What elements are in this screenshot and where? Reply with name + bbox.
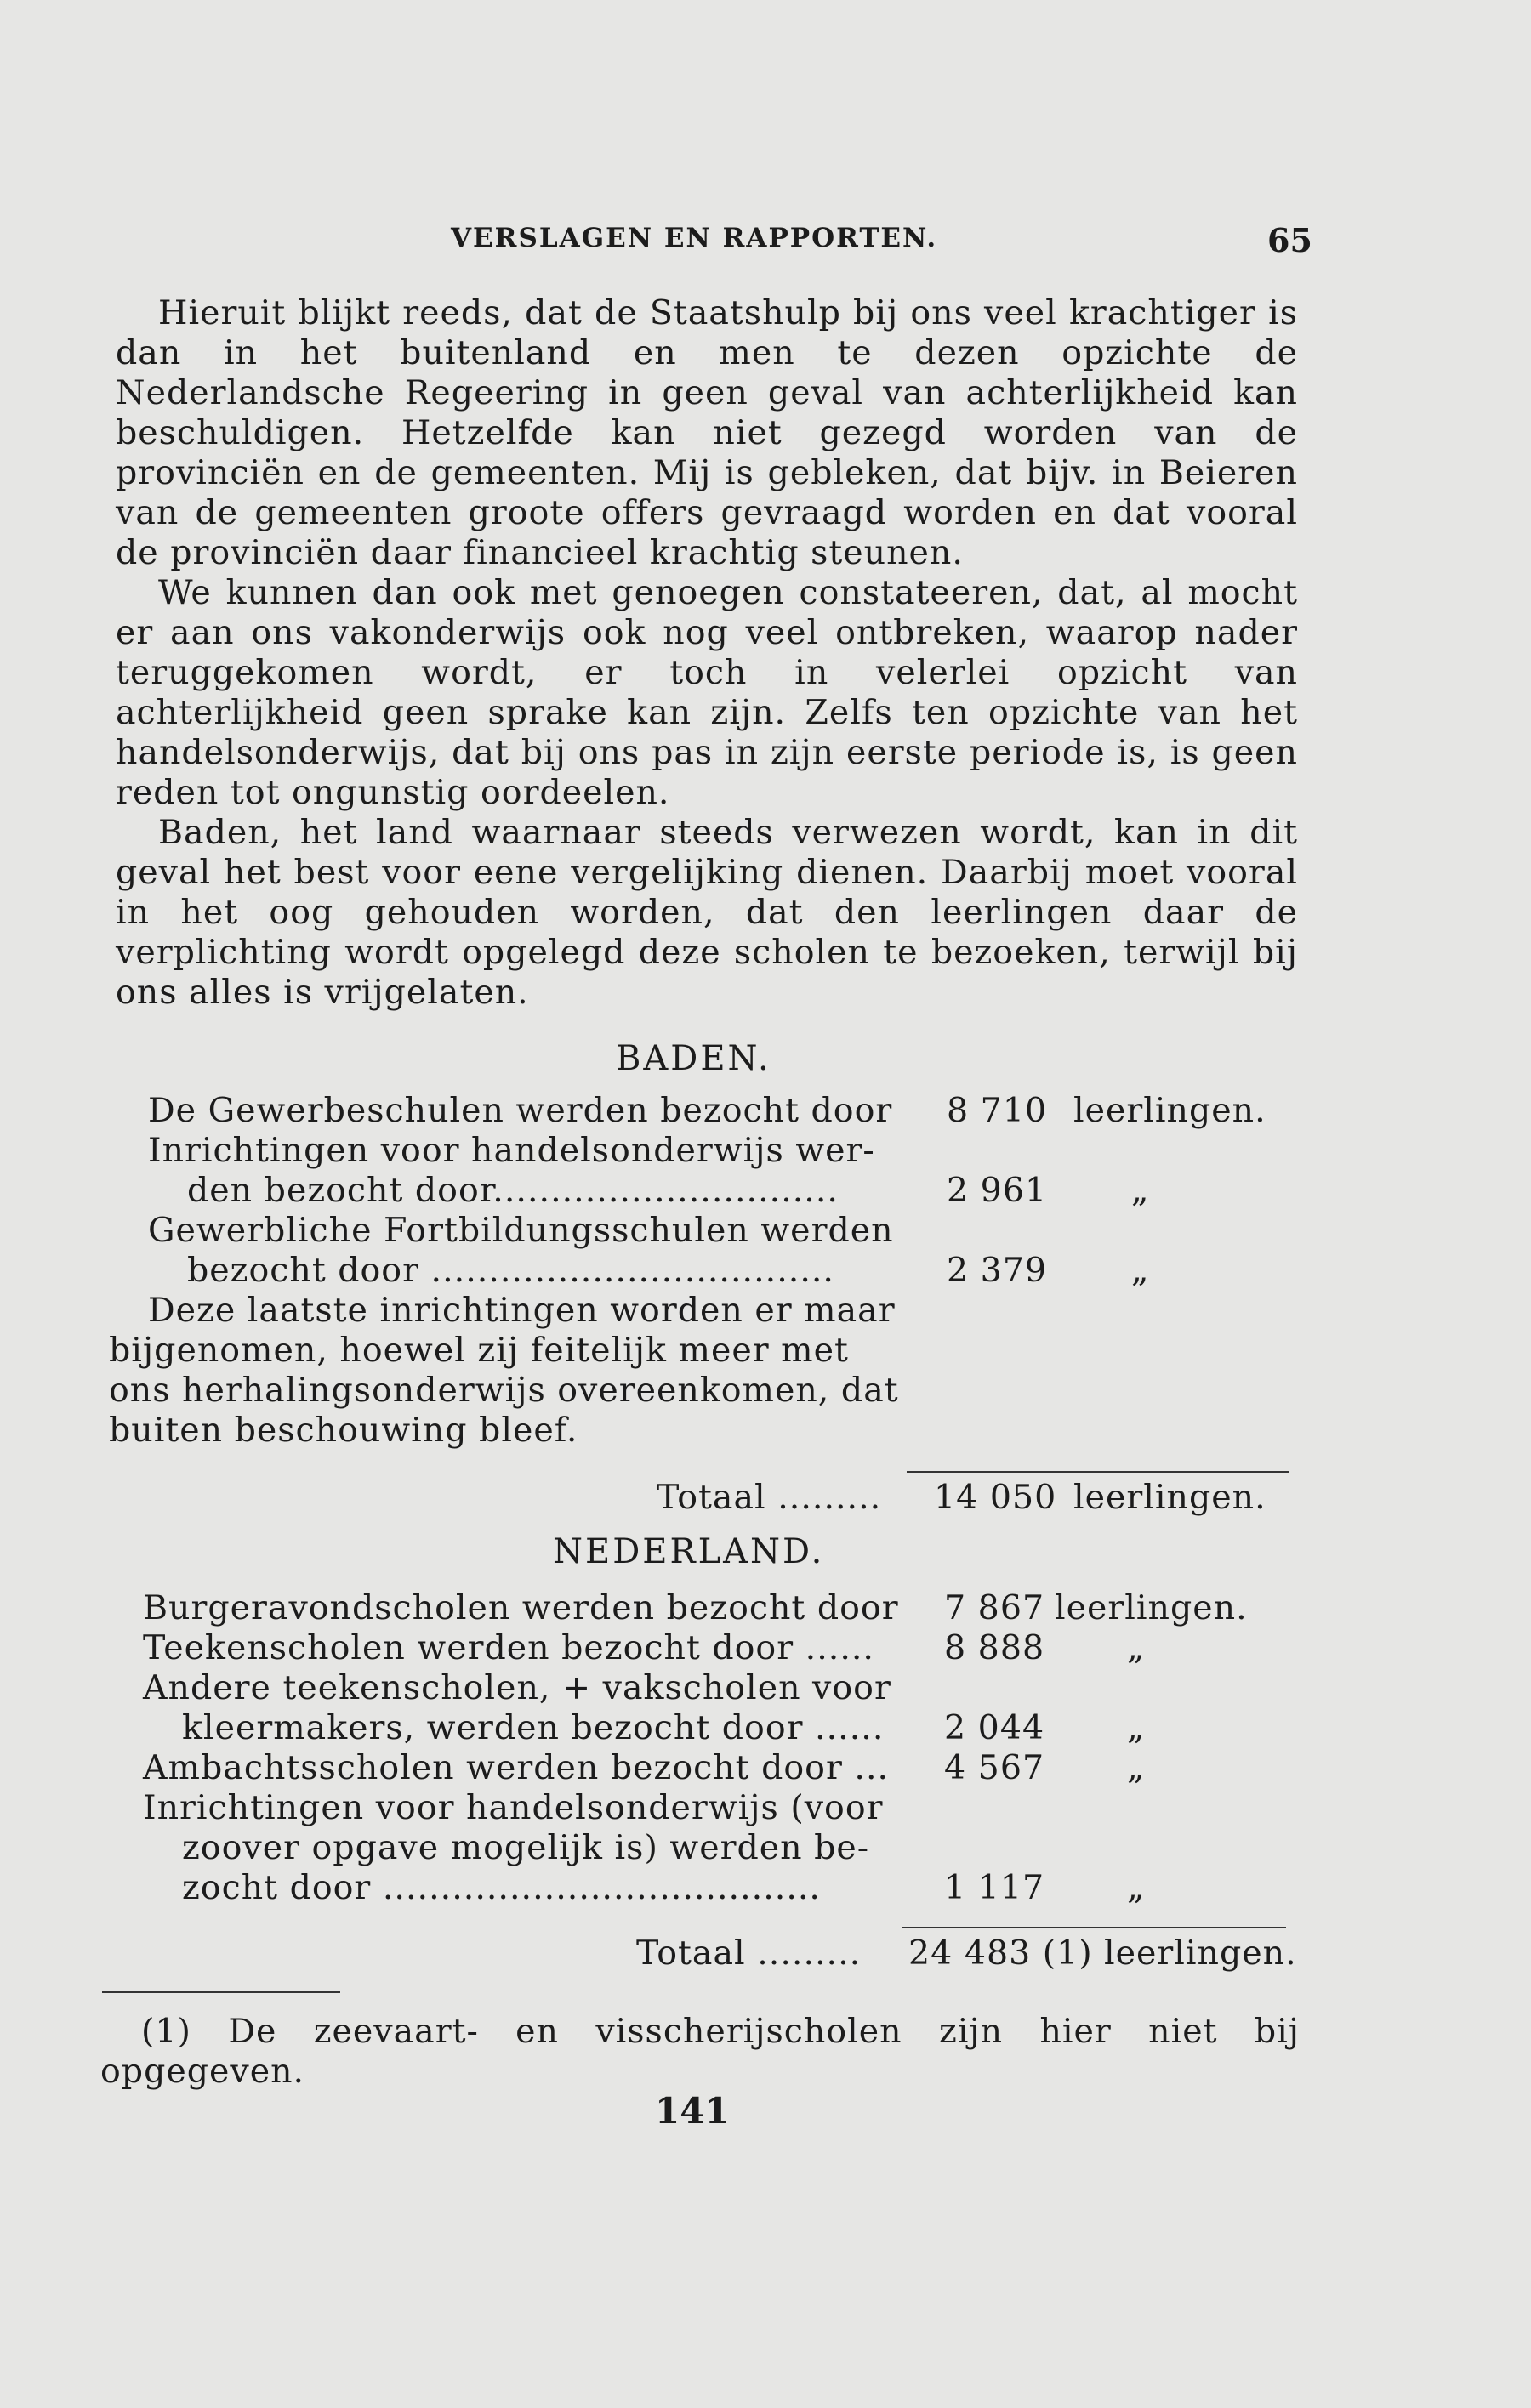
nederland-row-label: zocht door ...................................... — [182, 1868, 821, 1907]
nederland-row-value: 7 867 — [944, 1588, 1045, 1627]
baden-row-unit: „ — [1131, 1251, 1150, 1290]
nederland-row-unit: leerlingen. — [1055, 1588, 1248, 1627]
nederland-row-label: zoover opgave mogelijk is) werden be- — [182, 1828, 870, 1867]
baden-row-label: De Gewerbeschulen werden bezocht door — [148, 1091, 893, 1130]
baden-row-label: Inrichtingen voor handelsonderwijs wer- — [148, 1131, 875, 1170]
nederland-row-unit: „ — [1127, 1868, 1146, 1907]
nederland-row-label: Inrichtingen voor handelsonderwijs (voor — [143, 1788, 884, 1827]
nederland-row-value: 8 888 — [944, 1628, 1045, 1667]
nederland-total-value: 24 483 (1) — [908, 1934, 1093, 1973]
body-paragraphs — [116, 293, 1298, 1013]
baden-note-line: bijgenomen, hoewel zij feitelijk meer met — [109, 1331, 849, 1370]
baden-row-label: den bezocht door.............................. — [187, 1171, 839, 1210]
nederland-row-unit: „ — [1127, 1748, 1146, 1787]
running-header — [451, 221, 1312, 259]
nederland-row-label: Teekenscholen werden bezocht door ...... — [143, 1628, 874, 1667]
nederland-row-label: Burgeravondscholen werden bezocht door — [143, 1588, 899, 1627]
section-title-baden: BADEN. — [616, 1039, 771, 1078]
total-rule — [907, 1471, 1289, 1473]
baden-total-label: Totaal ......... — [657, 1478, 882, 1517]
header-title: VERSLAGEN EN RAPPORTEN. — [451, 223, 938, 253]
baden-row-label: bezocht door ................................... — [187, 1251, 834, 1290]
nederland-row-label: kleermakers, werden bezocht door ...... — [182, 1708, 885, 1747]
baden-row-unit: „ — [1131, 1171, 1150, 1210]
nederland-row-unit: „ — [1127, 1628, 1146, 1667]
section-title-nederland: NEDERLAND. — [553, 1532, 825, 1571]
baden-row-unit: leerlingen. — [1073, 1091, 1266, 1130]
nederland-row-label: Ambachtsscholen werden bezocht door ... — [143, 1748, 890, 1787]
baden-row-value: 8 710 — [947, 1091, 1048, 1130]
baden-row-label: Gewerbliche Fortbildungsschulen werden — [148, 1211, 894, 1250]
nederland-row-label: Andere teekenscholen, + vakscholen voor — [143, 1668, 891, 1707]
baden-note-line: buiten beschouwing bleef. — [109, 1411, 578, 1450]
footnote: (1) De zeevaart- en visscherijscholen zijn hier niet bij opgegeven. — [100, 2012, 1300, 2091]
baden-total-unit: leerlingen. — [1073, 1478, 1266, 1517]
baden-total-value: 14 050 — [934, 1478, 1057, 1517]
page-number: 65 — [1267, 221, 1312, 259]
baden-note-line: Deze laatste inrichtingen worden er maar — [148, 1291, 896, 1330]
baden-note-line: ons herhalingsonderwijs overeenkomen, dat — [109, 1371, 899, 1410]
baden-row-value: 2 961 — [947, 1171, 1048, 1210]
folio-number: 141 — [655, 2090, 730, 2132]
paragraph: We kunnen dan ook met genoegen constateeren, dat, al mocht er aan ons vakonderwijs ook nog veel ontbreken, waarop nader teruggekomen wordt, er toch in velerlei opzicht van achterlijkheid geen sprake kan zijn. Zelfs ten opzichte van het handelsonderwijs, dat bij ons pas in zijn eerste periode is, is geen reden tot ongunstig oordeelen. — [116, 573, 1298, 812]
paragraph: Baden, het land waarnaar steeds verwezen wordt, kan in dit geval het best voor eene vergelijking dienen. Daarbij moet vooral in het oog gehouden worden, dat den leerlingen daar de verplichting wordt opgelegd deze scholen te bezoeken, terwijl bij ons alles is vrijgelaten. — [116, 813, 1298, 1012]
baden-row-value: 2 379 — [947, 1251, 1048, 1290]
nederland-row-value: 2 044 — [944, 1708, 1045, 1747]
total-rule — [902, 1927, 1286, 1928]
nederland-total-unit: leerlingen. — [1104, 1934, 1297, 1973]
paragraph: Hieruit blijkt reeds, dat de Staatshulp bij ons veel krachtiger is dan in het buitenland en men te dezen opzichte de Nederlandsche Regeering in geen geval van achterlijkheid kan beschuldigen. Hetzelfde kan niet gezegd worden van de provinciën en de gemeenten. Mij is gebleken, dat bijv. in Beieren van de gemeenten groote offers gevraagd worden en dat vooral de provinciën daar financieel krachtig steunen. — [116, 293, 1298, 572]
nederland-total-label: Totaal ......... — [636, 1934, 862, 1973]
nederland-row-value: 4 567 — [944, 1748, 1045, 1787]
footnote-rule — [102, 1991, 340, 1993]
nederland-row-unit: „ — [1127, 1708, 1146, 1747]
nederland-row-value: 1 117 — [944, 1868, 1045, 1907]
